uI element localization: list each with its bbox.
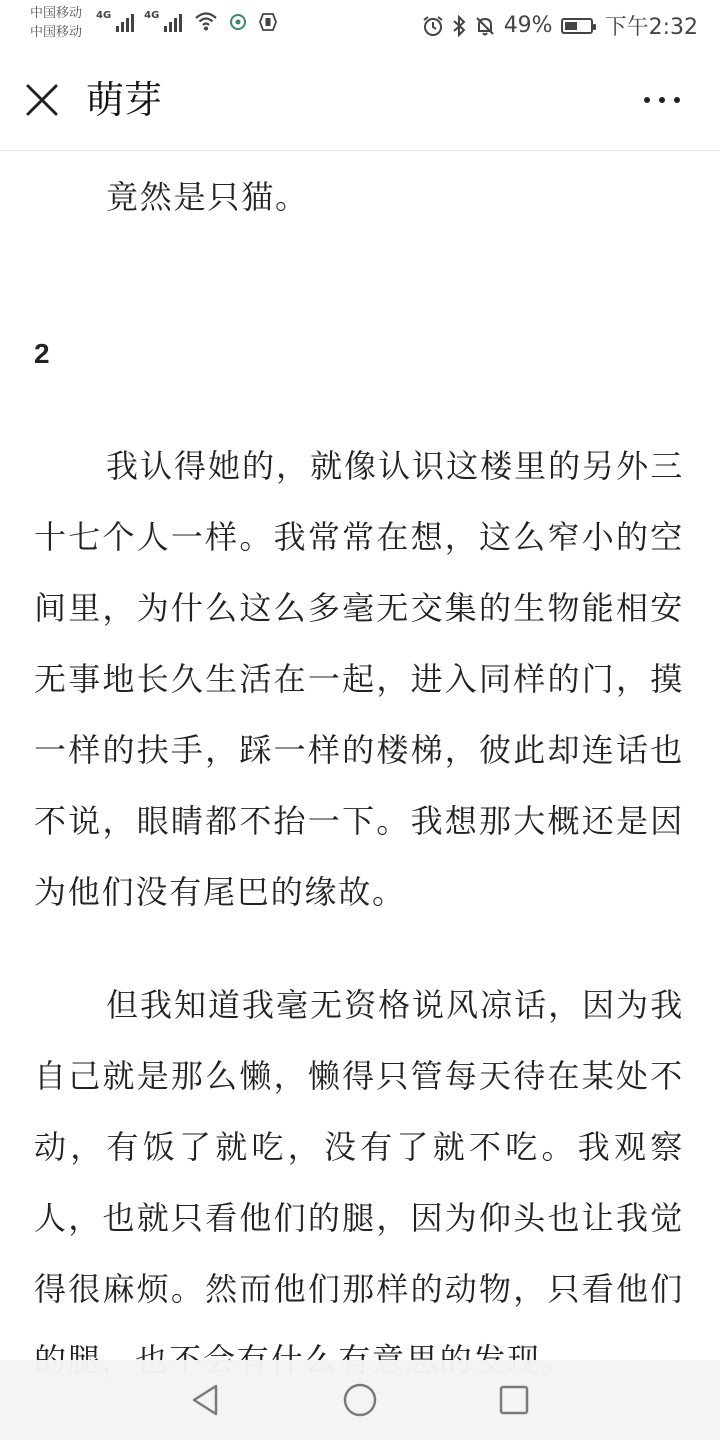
close-button[interactable] <box>24 80 60 120</box>
clock: 下午2:32 <box>604 15 698 40</box>
recents-square-icon <box>494 1380 534 1420</box>
carrier-1: 中国移动 <box>30 6 83 21</box>
alarm-icon <box>422 15 444 37</box>
paragraph: 竟然是只猫。 <box>106 178 309 216</box>
bluetooth-icon <box>452 15 466 37</box>
signal-group <box>96 10 278 32</box>
signal-icon <box>116 12 134 32</box>
section-number: 2 <box>34 338 50 369</box>
home-button[interactable] <box>340 1380 380 1420</box>
network-type-2: 4G <box>144 10 160 21</box>
data-saver-icon <box>228 12 248 32</box>
page-title: 萌芽 <box>86 78 163 122</box>
back-triangle-icon <box>186 1380 226 1420</box>
status-bar <box>0 0 720 50</box>
recents-button[interactable] <box>494 1380 534 1420</box>
back-button[interactable] <box>186 1380 226 1420</box>
status-right <box>422 10 698 41</box>
battery-percent: 49% <box>503 13 553 38</box>
signal-icon <box>164 12 182 32</box>
wifi-icon <box>194 10 218 32</box>
paragraph: 但我知道我毫无资格说风凉话，因为我自己就是那么懒，懒得只管每天待在某处不动，有饭了就吃，没有了就不吃。我观察人，也就只看他们的腿，因为仰头也让我觉得很麻烦。然而他们那样的动物，只看他们 <box>34 986 684 1308</box>
carrier-2: 中国移动 <box>30 25 83 40</box>
more-icon <box>644 97 650 103</box>
carrier-labels <box>30 4 82 42</box>
close-icon <box>24 80 60 120</box>
mute-icon <box>474 15 496 37</box>
navigation-bar <box>0 1360 720 1440</box>
paragraph: 我认得她的，就像认识这楼里的另外三十七个人一样。我常常在想，这么窄小的空间里，为什么这么多毫无交集的生物能相安无事地长久生活在一起，进入同样的门，摸一样的扶手，踩一样的楼梯，彼此却连话也不说，眼睛都不抬一下。我想那大概还是因为他们没有尾巴的缘故。 <box>34 447 684 911</box>
home-circle-icon <box>340 1380 380 1420</box>
title-bar <box>0 50 720 151</box>
network-type-1: 4G <box>96 10 112 21</box>
more-button[interactable] <box>638 84 686 114</box>
app-notification-icon <box>258 12 278 32</box>
battery-icon <box>561 18 593 34</box>
